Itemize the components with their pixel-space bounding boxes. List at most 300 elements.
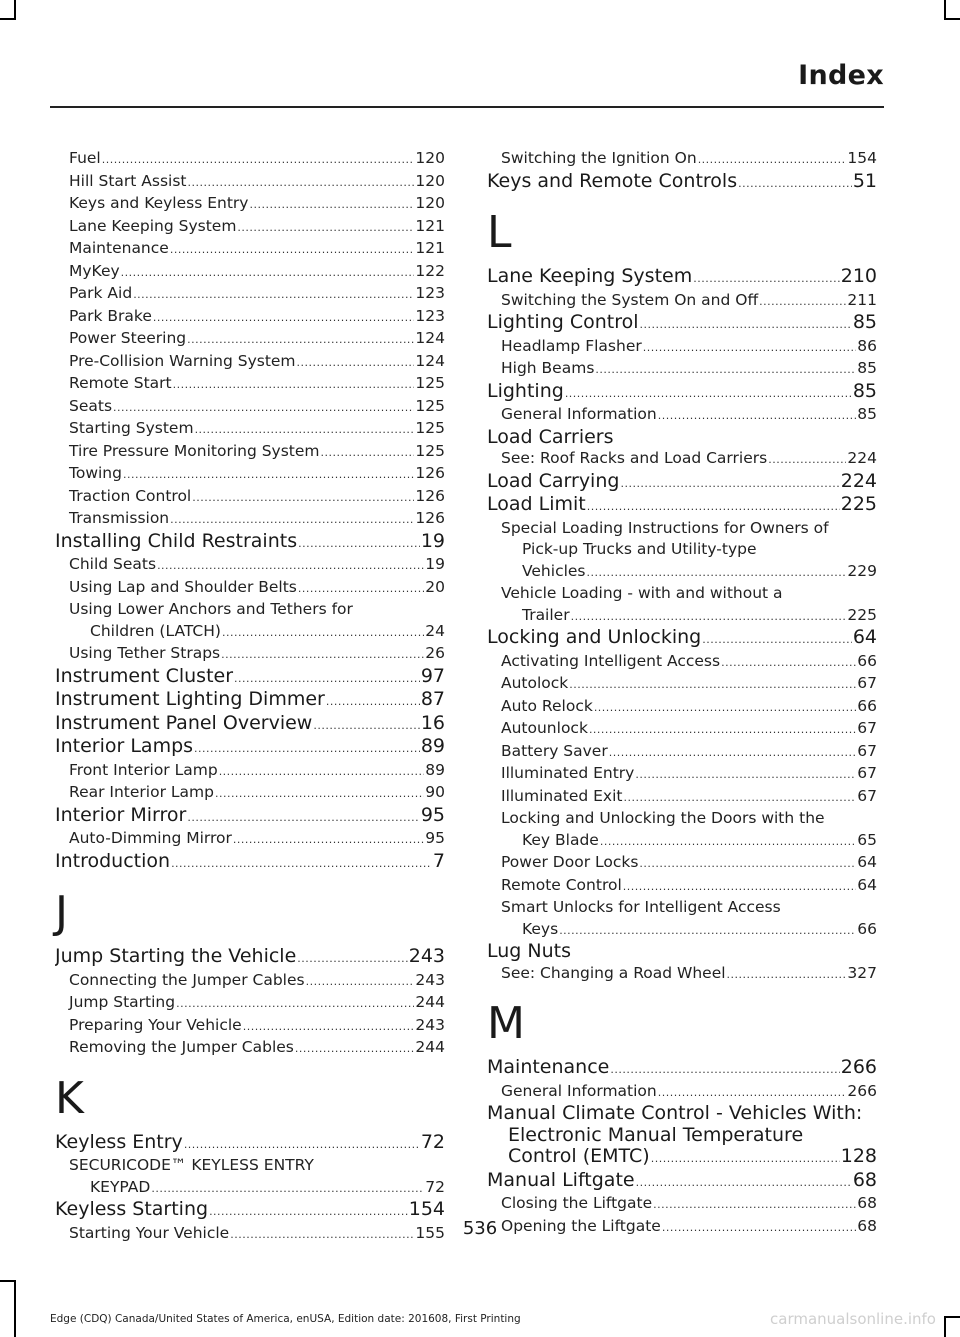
entry-page-number: 211 <box>847 290 877 309</box>
entry-page-number: 68 <box>857 1216 877 1235</box>
entry-text: Transmission <box>69 509 170 527</box>
dot-leader <box>297 352 415 374</box>
dot-leader <box>313 715 419 737</box>
index-subentry[interactable] <box>55 643 445 666</box>
entry-page-number: 210 <box>840 266 877 287</box>
entry-page-number: 85 <box>852 312 877 333</box>
dot-leader <box>188 172 415 194</box>
entry-text: Manual Liftgate <box>487 1169 635 1191</box>
entry-text: Lighting <box>487 380 564 402</box>
dot-leader <box>768 449 846 471</box>
dot-leader <box>215 783 424 805</box>
index-subentry[interactable] <box>55 351 445 374</box>
index-subentry[interactable] <box>487 290 877 313</box>
entry-text: Auto-Dimming Mirror <box>69 829 232 847</box>
index-subentry[interactable] <box>487 583 877 627</box>
entry-text: Park Aid <box>69 284 133 302</box>
index-subentry[interactable] <box>55 171 445 194</box>
entry-page-number: 66 <box>857 919 877 938</box>
dot-leader <box>693 268 840 290</box>
index-entry[interactable] <box>487 1170 877 1194</box>
dot-leader <box>321 442 415 464</box>
index-subentry[interactable] <box>55 1155 445 1199</box>
entry-text: Control (EMTC) <box>508 1146 650 1167</box>
index-subentry[interactable] <box>487 852 877 875</box>
entry-text: Switching the System On and Off <box>501 290 759 309</box>
dot-leader <box>113 397 414 419</box>
dot-leader <box>326 691 420 713</box>
dot-leader <box>589 719 856 741</box>
entry-text: Lane Keeping System <box>487 266 693 287</box>
entry-text: Trailer <box>522 605 570 624</box>
entry-text: Keys <box>522 919 559 938</box>
dot-leader <box>587 496 840 518</box>
entry-text: Key Blade <box>522 830 599 849</box>
index-subentry[interactable] <box>55 261 445 284</box>
index-subentry[interactable] <box>487 404 877 427</box>
index-subentry[interactable] <box>55 508 445 531</box>
entry-page-number: 229 <box>847 561 877 580</box>
index-subentry[interactable] <box>487 786 877 809</box>
entry-page-number: 19 <box>425 555 445 573</box>
dot-leader <box>559 920 856 942</box>
entry-page-number: 19 <box>420 530 445 552</box>
entry-text: Rear Interior Lamp <box>69 783 214 801</box>
entry-text: Autolock <box>501 674 569 692</box>
index-subentry[interactable] <box>55 463 445 486</box>
entry-page-number: 67 <box>857 741 877 760</box>
index-entry[interactable] <box>55 736 445 760</box>
entry-text-line: Pick-up Trucks and Utility-type <box>522 540 757 558</box>
index-subentry[interactable] <box>487 763 877 786</box>
index-entry[interactable] <box>487 471 877 495</box>
dot-leader <box>587 562 847 584</box>
entry-page-number: 89 <box>420 736 445 757</box>
dot-leader <box>298 578 424 600</box>
dot-leader <box>609 742 857 764</box>
index-subentry[interactable] <box>55 760 445 783</box>
entry-page-number: 123 <box>415 306 445 325</box>
dot-leader <box>133 284 414 306</box>
index-subentry[interactable] <box>55 828 445 851</box>
entry-text: Battery Saver <box>501 741 608 760</box>
entry-text-line: Locking and Unlocking the Doors with the <box>501 809 825 827</box>
watermark-text: carmanualsonline.info <box>770 1310 936 1328</box>
entry-text: Park Brake <box>69 306 152 325</box>
entry-text: Starting System <box>69 419 194 437</box>
dot-leader <box>153 307 415 329</box>
entry-text-line: Vehicle Loading - with and without a <box>501 584 783 602</box>
dot-leader <box>640 314 852 336</box>
section-letter: K <box>55 1072 84 1124</box>
entry-page-number: 97 <box>420 665 445 687</box>
entry-text: Autounlock <box>501 719 588 737</box>
index-subentry[interactable] <box>487 336 877 359</box>
entry-text: Interior Lamps <box>55 736 194 757</box>
entry-text: See: Changing a Road Wheel <box>501 963 726 982</box>
dot-leader <box>643 337 857 359</box>
dot-leader <box>184 1134 420 1156</box>
entry-text: Remote Start <box>69 374 172 392</box>
entry-page-number: 67 <box>857 764 877 782</box>
header-rule <box>50 106 884 108</box>
entry-page-number: 7 <box>432 850 445 872</box>
entry-text: Preparing Your Vehicle <box>69 1015 242 1034</box>
index-column-right <box>487 148 877 1238</box>
dot-leader <box>759 291 846 313</box>
entry-page-number: 65 <box>857 830 877 849</box>
entry-page-number: 244 <box>415 1038 445 1056</box>
entry-text-line: Using Lower Anchors and Tethers for <box>69 600 353 618</box>
footer-edition-text: Edge (CDQ) Canada/United States of America, enUSA, Edition date: 201608, First Printing <box>50 1313 521 1325</box>
entry-page-number: 85 <box>857 405 877 423</box>
entry-text-line: Smart Unlocks for Intelligent Access <box>501 898 781 916</box>
entry-page-number: 120 <box>415 149 445 167</box>
entry-text: Keyless Entry <box>55 1131 183 1153</box>
entry-page-number: 125 <box>415 374 445 392</box>
index-heading: Lug Nuts <box>487 940 571 962</box>
entry-text: Pre-Collision Warning System <box>69 351 296 370</box>
dot-leader <box>636 1172 852 1194</box>
entry-page-number: 86 <box>857 336 877 355</box>
entry-page-number: 225 <box>847 605 877 624</box>
index-subentry[interactable] <box>487 448 877 471</box>
dot-leader <box>170 239 415 261</box>
dot-leader <box>569 674 856 696</box>
index-subentry[interactable] <box>55 148 445 171</box>
entry-page-number: 243 <box>408 946 445 967</box>
entry-text: Tire Pressure Monitoring System <box>69 441 320 460</box>
index-entry[interactable] <box>55 805 445 829</box>
page-title: Index <box>798 60 884 91</box>
dot-leader <box>571 606 847 628</box>
entry-page-number: 67 <box>857 674 877 692</box>
crop-mark <box>14 0 16 18</box>
dot-leader <box>600 831 856 853</box>
entry-text: See: Roof Racks and Load Carriers <box>501 449 768 467</box>
entry-text-line: Electronic Manual Temperature <box>508 1123 804 1146</box>
entry-text: Fuel <box>69 149 101 167</box>
entry-text: Opening the Liftgate <box>501 1216 661 1235</box>
index-entry[interactable] <box>487 627 877 651</box>
entry-page-number: 125 <box>415 441 445 460</box>
entry-text: Traction Control <box>69 486 192 505</box>
index-subentry[interactable] <box>55 238 445 261</box>
dot-leader <box>658 1082 847 1104</box>
index-subentry[interactable] <box>55 306 445 329</box>
entry-page-number: 125 <box>415 419 445 437</box>
dot-leader <box>170 509 414 531</box>
index-subentry[interactable] <box>487 1193 877 1216</box>
index-subentry[interactable] <box>55 1037 445 1060</box>
entry-page-number: 327 <box>847 963 877 982</box>
entry-page-number: 266 <box>840 1057 877 1078</box>
entry-page-number: 243 <box>415 1015 445 1034</box>
dot-leader <box>219 761 425 783</box>
dot-leader <box>594 697 856 719</box>
index-subentry[interactable] <box>55 373 445 396</box>
entry-page-number: 51 <box>852 170 877 192</box>
dot-leader <box>651 1148 840 1170</box>
index-entry[interactable] <box>55 1132 445 1156</box>
entry-text: Activating Intelligent Access <box>501 651 721 670</box>
entry-page-number: 124 <box>415 351 445 370</box>
dot-leader <box>176 993 414 1015</box>
dot-leader <box>233 829 424 851</box>
dot-leader <box>173 374 415 396</box>
index-entry[interactable] <box>487 312 877 336</box>
index-subentry[interactable] <box>487 897 877 941</box>
dot-leader <box>595 359 856 381</box>
dot-leader <box>121 262 415 284</box>
entry-page-number: 67 <box>857 786 877 805</box>
entry-text: Installing Child Restraints <box>55 530 298 552</box>
entry-text: Switching the Ignition On <box>501 149 697 167</box>
entry-page-number: 95 <box>420 804 445 826</box>
entry-page-number: 224 <box>840 470 877 492</box>
entry-text: Headlamp Flasher <box>501 336 642 355</box>
dot-leader <box>187 807 419 829</box>
index-subentry[interactable] <box>55 441 445 464</box>
entry-page-number: 225 <box>840 494 877 515</box>
entry-text: Using Lap and Shoulder Belts <box>69 577 297 596</box>
entry-text: Instrument Lighting Dimmer <box>55 689 325 710</box>
entry-page-number: 154 <box>408 1199 445 1220</box>
dot-leader <box>565 383 852 405</box>
index-subentry[interactable] <box>55 782 445 805</box>
crop-mark <box>0 18 16 20</box>
dot-leader <box>698 149 847 171</box>
entry-page-number: 123 <box>415 284 445 302</box>
entry-text: KEYPAD <box>90 1177 151 1196</box>
entry-text-line: SECURICODE™ KEYLESS ENTRY <box>69 1156 314 1174</box>
index-entry[interactable] <box>55 531 445 555</box>
entry-text-line: Special Loading Instructions for Owners of <box>501 518 829 537</box>
entry-page-number: 68 <box>852 1169 877 1191</box>
entry-text: Closing the Liftgate <box>501 1194 653 1212</box>
dot-leader <box>738 173 852 195</box>
index-entry[interactable] <box>487 1103 877 1170</box>
entry-text: Locking and Unlocking <box>487 627 702 648</box>
index-subentry[interactable] <box>55 193 445 216</box>
index-entry[interactable] <box>487 1057 877 1081</box>
dot-leader <box>234 668 420 690</box>
crop-mark <box>944 0 946 18</box>
entry-text: Connecting the Jumper Cables <box>69 970 305 989</box>
entry-text: Vehicles <box>522 561 586 580</box>
entry-page-number: 95 <box>425 829 445 847</box>
index-subentry[interactable] <box>487 651 877 674</box>
dot-leader <box>102 149 415 171</box>
entry-text: Lane Keeping System <box>69 216 237 235</box>
entry-page-number: 121 <box>415 216 445 235</box>
index-entry[interactable] <box>55 666 445 690</box>
entry-page-number: 89 <box>425 760 445 779</box>
dot-leader <box>306 971 415 993</box>
dot-leader <box>653 1194 856 1216</box>
index-subentry[interactable] <box>487 358 877 381</box>
entry-page-number: 128 <box>840 1146 877 1167</box>
entry-page-number: 90 <box>425 783 445 801</box>
entry-page-number: 66 <box>857 651 877 670</box>
dot-leader <box>610 1059 839 1081</box>
index-entry[interactable] <box>55 689 445 713</box>
entry-page-number: 120 <box>415 171 445 190</box>
index-subentry[interactable] <box>55 216 445 239</box>
section-letter: L <box>487 207 512 258</box>
dot-leader <box>195 419 415 441</box>
dot-leader <box>623 876 857 898</box>
entry-page-number: 155 <box>415 1223 445 1242</box>
entry-text: Hill Start Assist <box>69 171 187 190</box>
index-subentry[interactable] <box>55 599 445 643</box>
entry-page-number: 120 <box>415 194 445 212</box>
entry-page-number: 224 <box>847 449 877 467</box>
index-subentry[interactable] <box>487 718 877 741</box>
entry-page-number: 64 <box>857 875 877 894</box>
entry-page-number: 72 <box>420 1131 445 1153</box>
dot-leader <box>243 1016 415 1038</box>
dot-leader <box>171 853 432 875</box>
entry-text: Remote Control <box>501 875 622 894</box>
index-entry[interactable] <box>487 494 877 518</box>
index-subentry[interactable] <box>55 970 445 993</box>
entry-text: Lighting Control <box>487 312 639 333</box>
index-subentry[interactable] <box>487 696 877 719</box>
crop-mark <box>0 1280 16 1282</box>
index-heading: Load Carriers <box>487 425 614 448</box>
entry-text: Load Carrying <box>487 470 620 492</box>
index-subentry[interactable] <box>55 1015 445 1038</box>
dot-leader <box>237 217 414 239</box>
index-column-left <box>55 148 445 1245</box>
entry-page-number: 154 <box>847 149 877 167</box>
entry-text: Instrument Panel Overview <box>55 712 313 734</box>
entry-page-number: 124 <box>415 329 445 347</box>
entry-page-number: 16 <box>420 712 445 734</box>
index-subentry[interactable] <box>55 418 445 441</box>
entry-text: Power Steering <box>69 329 187 347</box>
index-entry[interactable] <box>55 713 445 737</box>
dot-leader <box>635 764 856 786</box>
index-entry[interactable] <box>55 851 445 875</box>
entry-page-number: 66 <box>857 696 877 715</box>
index-subentry[interactable] <box>487 808 877 852</box>
index-subentry[interactable] <box>487 963 877 986</box>
entry-text: Interior Mirror <box>55 804 187 826</box>
index-subentry[interactable] <box>55 992 445 1015</box>
crop-mark <box>944 1316 946 1337</box>
section-letter: J <box>55 887 68 938</box>
entry-page-number: 266 <box>847 1081 877 1100</box>
entry-text: General Information <box>501 1081 657 1100</box>
entry-text: High Beams <box>501 359 595 377</box>
dot-leader <box>297 948 407 970</box>
dot-leader <box>187 329 414 351</box>
dot-leader <box>639 853 856 875</box>
entry-page-number: 125 <box>415 396 445 415</box>
entry-page-number: 67 <box>857 719 877 737</box>
dot-leader <box>623 787 856 809</box>
dot-leader <box>721 652 856 674</box>
entry-page-number: 244 <box>415 993 445 1011</box>
dot-leader <box>192 487 414 509</box>
entry-text: Starting Your Vehicle <box>69 1223 230 1242</box>
dot-leader <box>221 644 424 666</box>
entry-page-number: 126 <box>415 509 445 527</box>
crop-mark <box>14 1280 16 1337</box>
dot-leader <box>295 1038 415 1060</box>
entry-text: MyKey <box>69 261 120 280</box>
index-subentry[interactable] <box>55 577 445 600</box>
entry-page-number: 64 <box>857 853 877 871</box>
index-subentry[interactable] <box>487 148 877 171</box>
entry-text: Keyless Starting <box>55 1199 209 1220</box>
entry-page-number: 24 <box>425 621 445 640</box>
index-subentry[interactable] <box>55 283 445 306</box>
entry-page-number: 72 <box>425 1177 445 1196</box>
entry-text: Using Tether Straps <box>69 644 221 662</box>
entry-text: Auto Relock <box>501 696 593 715</box>
entry-text: Maintenance <box>69 239 169 257</box>
section-letter: M <box>487 998 525 1049</box>
index-subentry[interactable] <box>55 554 445 577</box>
index-subentry[interactable] <box>487 518 877 584</box>
entry-text: Child Seats <box>69 555 157 573</box>
entry-page-number: 122 <box>415 261 445 280</box>
dot-leader <box>702 629 852 651</box>
index-subentry[interactable] <box>487 875 877 898</box>
entry-page-number: 85 <box>857 359 877 377</box>
entry-text-line: Manual Climate Control - Vehicles With: <box>487 1102 863 1124</box>
dot-leader <box>157 555 424 577</box>
index-entry[interactable] <box>55 946 445 970</box>
entry-page-number: 64 <box>852 627 877 648</box>
entry-text: Keys and Keyless Entry <box>69 194 249 212</box>
dot-leader <box>727 964 847 986</box>
entry-text: Introduction <box>55 850 171 872</box>
index-subentry[interactable] <box>487 1081 877 1104</box>
entry-page-number: 87 <box>420 689 445 710</box>
dot-leader <box>151 1178 424 1200</box>
dot-leader <box>194 738 420 760</box>
entry-text: General Information <box>501 405 657 423</box>
index-entry[interactable] <box>487 266 877 290</box>
page-number: 536 <box>462 1218 498 1239</box>
entry-page-number: 243 <box>415 970 445 989</box>
index-subentry[interactable] <box>55 328 445 351</box>
dot-leader <box>123 464 414 486</box>
entry-text: Children (LATCH) <box>90 621 221 640</box>
index-subentry[interactable] <box>55 486 445 509</box>
entry-page-number: 20 <box>425 577 445 596</box>
entry-text: Illuminated Exit <box>501 786 623 805</box>
index-entry[interactable] <box>487 171 877 195</box>
entry-page-number: 68 <box>857 1194 877 1212</box>
index-subentry[interactable] <box>55 396 445 419</box>
index-subentry[interactable] <box>487 673 877 696</box>
dot-leader <box>222 622 424 644</box>
entry-text: Front Interior Lamp <box>69 760 218 779</box>
index-entry[interactable] <box>487 381 877 405</box>
index-subentry[interactable] <box>487 741 877 764</box>
dot-leader <box>658 405 857 427</box>
entry-text: Jump Starting the Vehicle <box>55 946 297 967</box>
entry-text: Seats <box>69 396 113 415</box>
entry-text: Towing <box>69 464 122 482</box>
entry-text: Removing the Jumper Cables <box>69 1038 294 1056</box>
crop-mark <box>944 18 960 20</box>
